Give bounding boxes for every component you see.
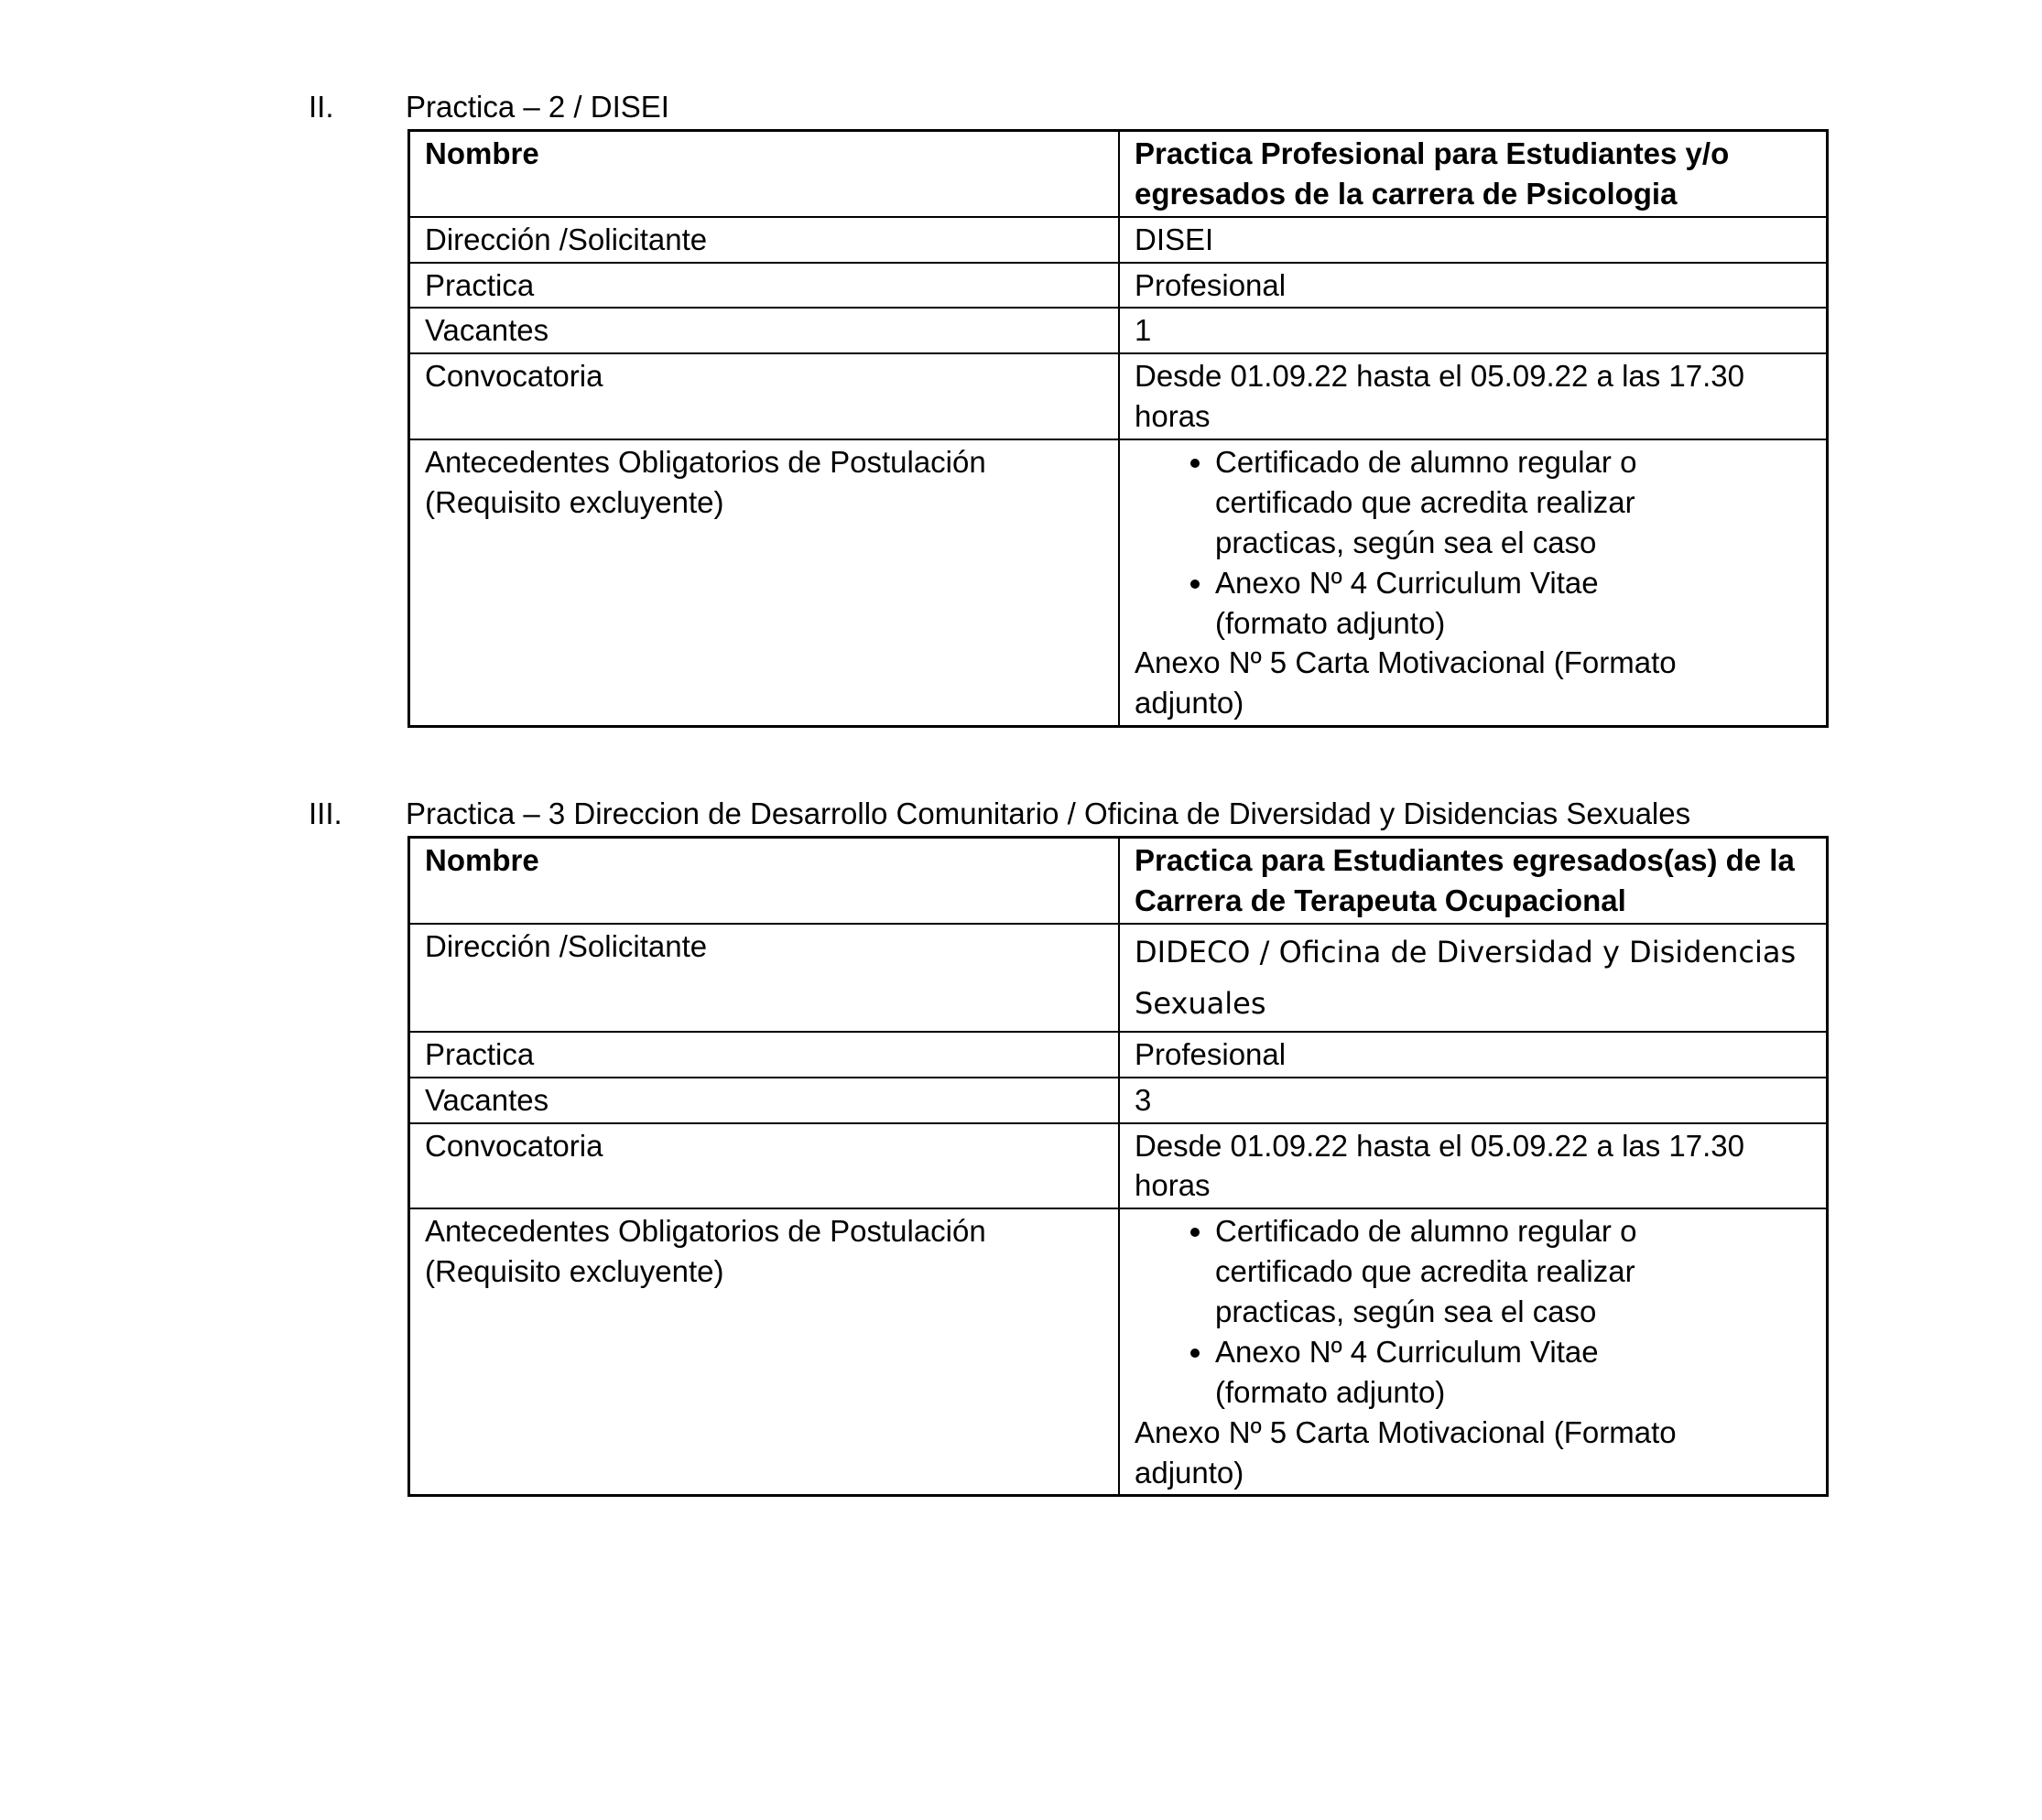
row-label-vacantes: Vacantes (409, 1078, 1120, 1123)
requirement-item: • Anexo Nº 4 Curriculum Vitae (formato adjunto) (1215, 563, 1673, 644)
row-value-nombre: Practica Profesional para Estudiantes y/o egresados de la carrera de Psicologia (1119, 130, 1828, 216)
requirement-item: • Certificado de alumno regular o certificado que acredita realizar practicas, según sea el caso (1215, 1211, 1673, 1332)
table-row-vacantes (409, 308, 1828, 353)
requirement-note: Anexo Nº 5 Carta Motivacional (Formato adjunto) (1135, 645, 1677, 720)
table-row-vacantes (409, 1078, 1828, 1123)
row-value-antecedentes (1119, 439, 1828, 727)
section-practica-2 (0, 87, 2042, 728)
section-practica-3 (0, 794, 2042, 1497)
row-label-direccion: Dirección /Solicitante (409, 924, 1120, 1032)
table-row-practica (409, 263, 1828, 309)
row-value-direccion: DISEI (1119, 217, 1828, 263)
row-value-vacantes: 3 (1119, 1078, 1828, 1123)
requirements-list (1135, 442, 1812, 643)
table-row-nombre (409, 130, 1828, 216)
section-heading (309, 87, 2042, 127)
row-label-direccion: Dirección /Solicitante (409, 217, 1120, 263)
row-value-antecedentes (1119, 1208, 1828, 1496)
row-label-vacantes: Vacantes (409, 308, 1120, 353)
row-label-nombre: Nombre (409, 130, 1120, 216)
section-title: Practica – 3 Direccion de Desarrollo Comunitario / Oficina de Diversidad y Disidencias Sexuales (406, 796, 1691, 831)
row-value-convocatoria: Desde 01.09.22 hasta el 05.09.22 a las 17.30 horas (1119, 1123, 1828, 1209)
table-row-antecedentes (409, 439, 1828, 727)
table-row-direccion (409, 924, 1828, 1032)
table-row-direccion (409, 217, 1828, 263)
section-heading (309, 794, 2042, 834)
row-label-nombre: Nombre (409, 838, 1120, 924)
row-label-practica: Practica (409, 1032, 1120, 1078)
row-label-practica: Practica (409, 263, 1120, 309)
practica-3-table (407, 836, 1829, 1497)
table-row-nombre (409, 838, 1828, 924)
table-row-convocatoria (409, 1123, 1828, 1209)
section-numeral: III. (309, 796, 342, 831)
table-row-antecedentes (409, 1208, 1828, 1496)
requirement-note: Anexo Nº 5 Carta Motivacional (Formato adjunto) (1135, 1414, 1677, 1490)
section-numeral: II. (309, 90, 334, 124)
row-label-convocatoria: Convocatoria (409, 1123, 1120, 1209)
row-value-convocatoria: Desde 01.09.22 hasta el 05.09.22 a las 17.30 horas (1119, 353, 1828, 439)
requirement-item: • Certificado de alumno regular o certificado que acredita realizar practicas, según sea el caso (1215, 442, 1673, 563)
row-value-practica: Profesional (1119, 263, 1828, 309)
row-value-nombre: Practica para Estudiantes egresados(as) de la Carrera de Terapeuta Ocupacional (1119, 838, 1828, 924)
section-title: Practica – 2 / DISEI (406, 90, 669, 124)
row-value-direccion: DIDECO / Oficina de Diversidad y Disidencias Sexuales (1119, 924, 1828, 1032)
row-value-vacantes: 1 (1119, 308, 1828, 353)
row-label-antecedentes: Antecedentes Obligatorios de Postulación (Requisito excluyente) (409, 439, 1120, 727)
practica-2-table (407, 129, 1829, 728)
requirement-item: • Anexo Nº 4 Curriculum Vitae (formato adjunto) (1215, 1332, 1673, 1413)
row-label-antecedentes: Antecedentes Obligatorios de Postulación (Requisito excluyente) (409, 1208, 1120, 1496)
requirements-list (1135, 1211, 1812, 1412)
table-row-convocatoria (409, 353, 1828, 439)
row-value-practica: Profesional (1119, 1032, 1828, 1078)
row-label-convocatoria: Convocatoria (409, 353, 1120, 439)
table-row-practica (409, 1032, 1828, 1078)
